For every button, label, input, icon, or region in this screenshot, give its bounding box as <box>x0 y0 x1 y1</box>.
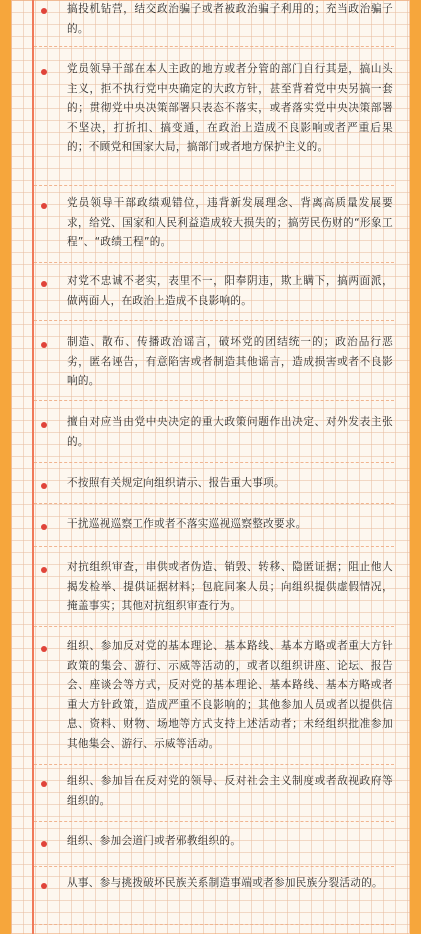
bullet-icon <box>41 342 47 348</box>
divider <box>34 262 394 263</box>
list-item-text: 不按照有关规定向组织请示、报告重大事项。 <box>67 477 285 489</box>
divider <box>34 546 394 547</box>
divider <box>34 626 394 627</box>
divider <box>34 400 394 401</box>
bullet-icon <box>41 567 47 573</box>
divider <box>34 924 394 925</box>
divider <box>34 503 394 504</box>
list-item-text: 对抗组织审查，串供或者伪造、销毁、转移、隐匿证据；阻止他人揭发检举、提供证据材料；包庇同案人员；向组织提供虚假情况，掩盖事实；其他对抗组织审查行为。 <box>67 561 393 613</box>
divider <box>34 46 394 47</box>
bullet-icon <box>41 203 47 209</box>
list-item-text: 组织、参加反对党的基本理论、基本路线、基本方略或者重大方针政策的集会、游行、示威等活动的，或者以组织讲座、论坛、报告会、座谈会等方式，反对党的基本理论、基本路线、基本方略或者重大方针政策，造成严重不良影响的；其他参加人员或者以提供信息、资料、财物、场地等方式支持上述活动者；未经组织批准参加其他集会、游行、示威等活动。 <box>67 640 393 750</box>
divider <box>34 764 394 765</box>
list-item-text: 对党不忠诚不老实，表里不一，阳奉阴违，欺上瞒下，搞两面派，做两面人，在政治上造成不良影响的。 <box>67 275 393 307</box>
divider <box>34 185 394 186</box>
bullet-icon <box>41 422 47 428</box>
bullet-icon <box>41 781 47 787</box>
bullet-icon <box>41 524 47 530</box>
divider <box>34 821 394 822</box>
bullet-icon <box>41 8 47 14</box>
divider <box>34 320 394 321</box>
margin-line <box>32 0 34 934</box>
list-item-text: 组织、参加会道门或者邪教组织的。 <box>67 835 242 847</box>
bullet-icon <box>41 841 47 847</box>
bullet-icon <box>41 646 47 652</box>
bullet-icon <box>41 483 47 489</box>
list-item-text: 党员领导干部政绩观错位，违背新发展理念、背离高质量发展要求，给党、国家和人民利益造成较大损失的；搞劳民伤财的“形象工程”、“政绩工程”的。 <box>67 197 393 249</box>
divider <box>34 866 394 867</box>
list-item-text: 搞投机钻营，结交政治骗子或者被政治骗子利用的；充当政治骗子的。 <box>67 3 393 35</box>
bullet-icon <box>41 883 47 889</box>
list-item-text: 组织、参加旨在反对党的领导、反对社会主义制度或者敌视政府等组织的。 <box>67 775 393 807</box>
divider <box>34 462 394 463</box>
list-item-text: 党员领导干部在本人主政的地方或者分管的部门自行其是，搞山头主义，拒不执行党中央确定的大政方针，甚至背着党中央另搞一套的；贯彻党中央决策部署只表态不落实，或者落实党中央决策部署不坚决，打折扣、搞变通，在政治上造成不良影响或者严重后果的；不顾党和国家大局，搞部门或者地方保护主义的。 <box>67 63 393 154</box>
list-item-text: 制造、散布、传播政治谣言，破坏党的团结统一的；政治品行恶劣，匿名诬告，有意陷害或者制造其他谣言，造成损害或者不良影响的。 <box>67 336 393 388</box>
list-item-text: 擅自对应当由党中央决定的重大政策问题作出决定、对外发表主张的。 <box>67 416 393 448</box>
list-item-text: 从事、参与挑拨破坏民族关系制造事端或者参加民族分裂活动的。 <box>67 877 383 889</box>
list-item-text: 干扰巡视巡察工作或者不落实巡视巡察整改要求。 <box>67 518 307 530</box>
notebook-paper <box>11 0 410 934</box>
bullet-icon <box>41 281 47 287</box>
bullet-icon <box>41 69 47 75</box>
